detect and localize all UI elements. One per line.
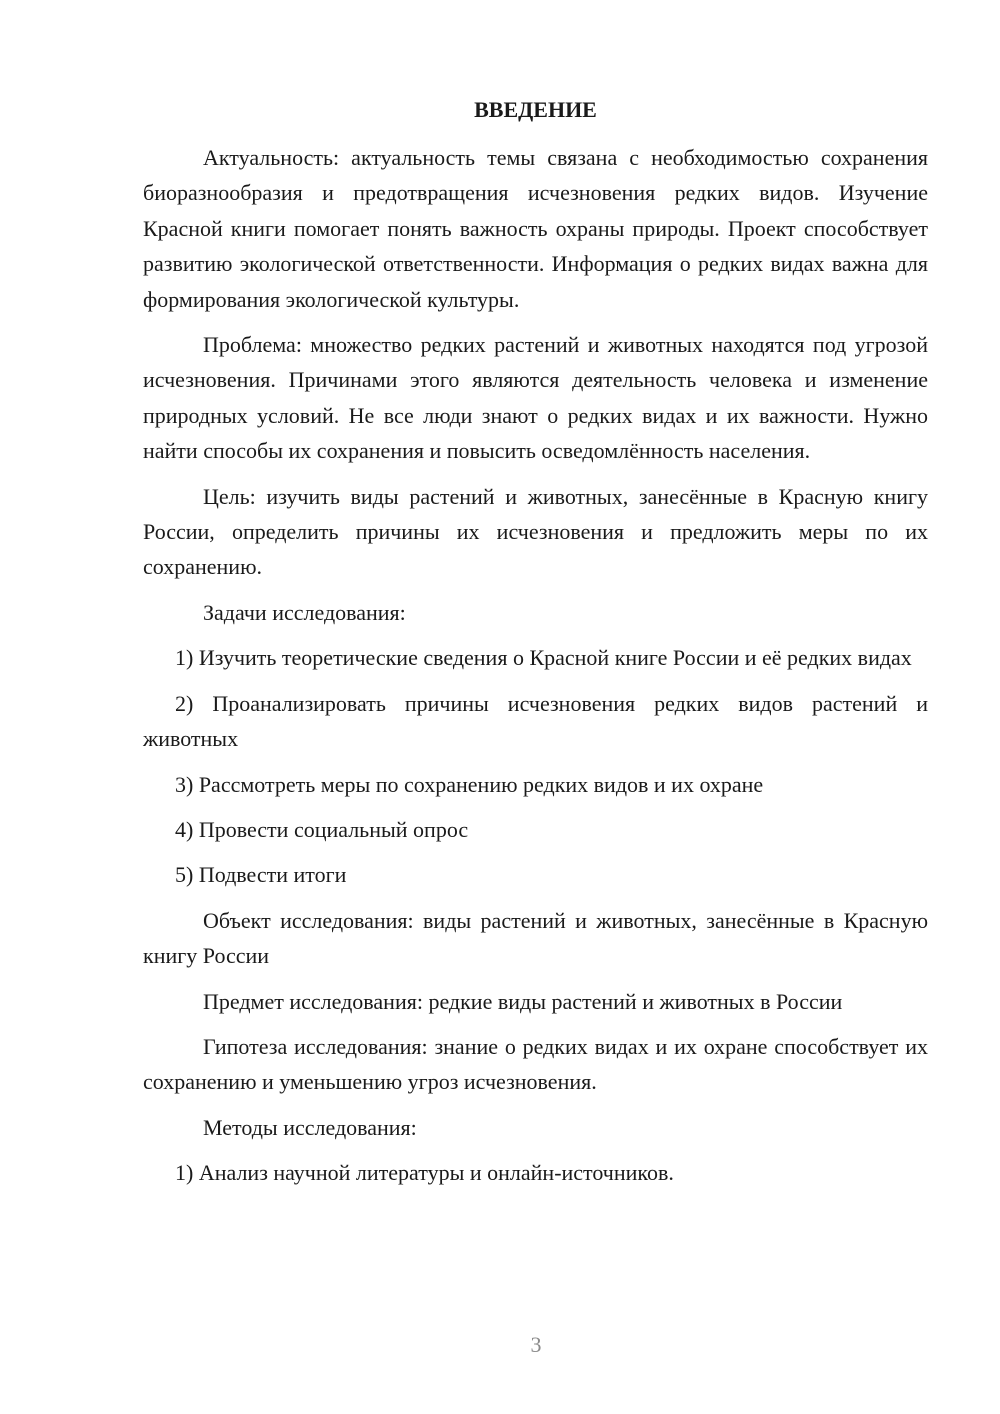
tasks-heading: Задачи исследования: <box>203 599 406 625</box>
paragraph-goal: Цель: изучить виды растений и животных, занесённые в Красную книгу России, определить причины их исчезновения и предложить меры по их сохранению. <box>143 483 928 580</box>
methods-list <box>143 1155 928 1190</box>
section-title: ВВЕДЕНИЕ <box>474 97 597 122</box>
page-number: 3 <box>530 1332 542 1357</box>
task-item-5: 5) Подвести итоги <box>175 862 347 888</box>
method-item-1: 1) Анализ научной литературы и онлайн-источников. <box>175 1160 674 1186</box>
tasks-list <box>143 640 928 892</box>
task-item-4: 4) Провести социальный опрос <box>175 816 469 842</box>
task-item-1: 1) Изучить теоретические сведения о Красной книге России и её редких видах <box>175 645 912 671</box>
paragraph-problem: Проблема: множество редких растений и животных находятся под угрозой исчезновения. Причинами этого являются деятельность человека и изменение природных условий. Не все люди знают о редких видах и их важности. Нужно найти способы их сохранения и повысить осведомлённость населения. <box>143 332 928 464</box>
document-page <box>143 92 928 1201</box>
methods-heading: Методы исследования: <box>203 1114 417 1140</box>
task-item-2: 2) Проанализировать причины исчезновения редких видов растений и животных <box>143 690 928 752</box>
paragraph-subject: Предмет исследования: редкие виды растений и животных в России <box>203 988 843 1014</box>
task-item-3: 3) Рассмотреть меры по сохранению редких видов и их охране <box>175 771 764 797</box>
paragraph-relevance: Актуальность: актуальность темы связана с необходимостью сохранения биоразнообразия и предотвращения исчезновения редких видов. Изучение Красной книги помогает понять важность охраны природы. Проект способствует развитию экологической ответственности. Информация о редких видах важна для формирования экологической культуры. <box>143 145 928 312</box>
paragraph-hypothesis: Гипотеза исследования: знание о редких видах и их охране способствует их сохранению и уменьшению угроз исчезновения. <box>143 1033 928 1095</box>
paragraph-object: Объект исследования: виды растений и животных, занесённые в Красную книгу России <box>143 907 928 969</box>
